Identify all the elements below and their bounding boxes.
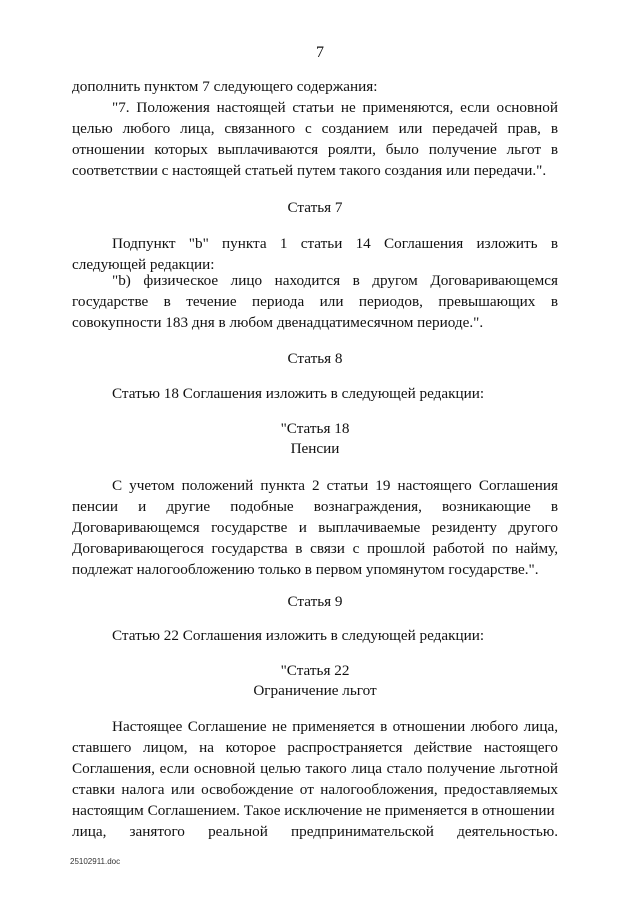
article-9-heading: Статья 9	[287, 593, 343, 610]
article-18-title: Пенсии	[290, 440, 340, 457]
page-number: 7	[316, 44, 324, 61]
article-7-quote	[72, 270, 558, 333]
article-22-body	[72, 716, 558, 842]
article-22-last-line: лица, занятого реальной предпринимательской деятельностью.	[72, 823, 558, 840]
article-8-heading: Статья 8	[287, 350, 343, 367]
article-7-intro-text: Подпункт "b" пункта 1 статьи 14 Соглашения изложить в следующей редакции:	[72, 235, 558, 273]
intro-paragraph	[72, 76, 558, 97]
article-18-body	[72, 475, 558, 580]
quote-7-text: "7. Положения настоящей статьи не применяются, если основной целью любого лица, связанного с созданием или передачей прав, в отношении которых выплачиваются роялти, было получение льгот в соответствии с настоящей статьей путем такого создания или передачи.".	[72, 99, 558, 179]
footer-doc-code: 25102911.doc	[70, 857, 121, 866]
article-22-title: Ограничение льгот	[253, 682, 377, 699]
article-22-text: Настоящее Соглашение не применяется в отношении любого лица, ставшего лицом, на которое распространяется действие настоящего Соглашения, если основной целью такого лица стало получение льготной ставки налога или освобождение от налогообложения, предоставляемых настоящим Соглашением. Такое исключение не применяется в отношении	[72, 718, 558, 819]
article-7-intro	[72, 233, 558, 275]
article-8-intro-text: Статью 18 Соглашения изложить в следующей редакции:	[112, 385, 485, 402]
intro-line: дополнить пунктом 7 следующего содержания:	[72, 78, 378, 95]
article-7-quote-text: "b) физическое лицо находится в другом Договаривающемся государстве в течение периода или периодов, превышающих в совокупности 183 дня в любом двенадцатимесячном периоде.".	[72, 272, 558, 331]
article-9-intro-text: Статью 22 Соглашения изложить в следующей редакции:	[112, 627, 485, 644]
article-22-heading: "Статья 22	[280, 662, 350, 679]
quote-paragraph-7	[72, 97, 558, 181]
article-8-intro	[72, 383, 558, 404]
article-18-text: С учетом положений пункта 2 статьи 19 настоящего Соглашения пенсии и другие подобные вознаграждения, возникающие в Договаривающемся государстве и выплачиваемые резиденту другого Договаривающегося государства в связи с прошлой работой по найму, подлежат налогообложению только в первом упомянутом государстве.".	[72, 477, 558, 578]
article-18-heading: "Статья 18	[280, 420, 350, 437]
article-7-heading: Статья 7	[287, 199, 343, 216]
article-9-intro	[72, 625, 558, 646]
